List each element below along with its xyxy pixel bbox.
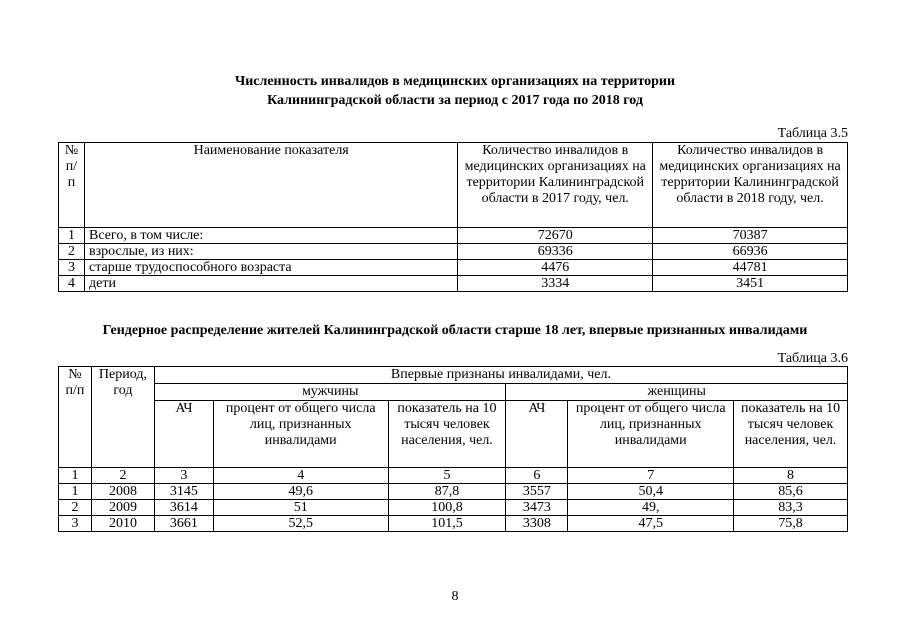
row-value-2018: 70387: [653, 228, 848, 244]
col-number: 1: [59, 468, 92, 484]
table-row: [59, 516, 848, 532]
header-men-ach: АЧ: [154, 401, 213, 468]
table-row: [59, 276, 848, 292]
row-women-percent: 49,: [568, 500, 734, 516]
header-period: Период, год: [91, 367, 154, 468]
row-year: 2009: [91, 500, 154, 516]
row-value-2017: 69336: [458, 244, 653, 260]
row-num: 2: [59, 244, 85, 260]
row-name: дети: [84, 276, 457, 292]
row-year: 2010: [91, 516, 154, 532]
row-men-rate: 101,5: [388, 516, 506, 532]
row-men-rate: 100,8: [388, 500, 506, 516]
col-number: 8: [734, 468, 848, 484]
header-count-2017: Количество инвалидов в медицинских организациях на территории Калининградской области в 2017 году, чел.: [458, 143, 653, 228]
row-men-percent: 51: [213, 500, 388, 516]
header-women-ach: АЧ: [506, 401, 568, 468]
header-men-rate: показатель на 10 тысяч человек населения, чел.: [388, 401, 506, 468]
col-number: 2: [91, 468, 154, 484]
col-number: 3: [154, 468, 213, 484]
table-header-row: [59, 367, 848, 384]
column-numbers-row: [59, 468, 848, 484]
header-count-2018: Количество инвалидов в медицинских организациях на территории Калининградской области в 2018 году, чел.: [653, 143, 848, 228]
row-value-2017: 3334: [458, 276, 653, 292]
table1-title-line2: Калининградской области за период с 2017 года по 2018 год: [267, 93, 643, 108]
row-num: 3: [59, 516, 92, 532]
row-women-rate: 85,6: [734, 484, 848, 500]
table-row: [59, 500, 848, 516]
table-row: [59, 228, 848, 244]
row-value-2018: 44781: [653, 260, 848, 276]
col-number: 6: [506, 468, 568, 484]
row-women-percent: 47,5: [568, 516, 734, 532]
header-women-rate: показатель на 10 тысяч человек населения, чел.: [734, 401, 848, 468]
header-num: № п/п: [59, 367, 92, 468]
row-value-2017: 4476: [458, 260, 653, 276]
row-num: 4: [59, 276, 85, 292]
table1-title: [60, 72, 850, 110]
row-num: 1: [59, 484, 92, 500]
row-women-ach: 3308: [506, 516, 568, 532]
header-num: № п/п: [59, 143, 85, 228]
table-row: [59, 244, 848, 260]
row-name: старше трудоспособного возраста: [84, 260, 457, 276]
row-num: 1: [59, 228, 85, 244]
row-men-percent: 49,6: [213, 484, 388, 500]
row-num: 3: [59, 260, 85, 276]
row-value-2018: 3451: [653, 276, 848, 292]
header-men-percent: процент от общего числа лиц, признанных инвалидами: [213, 401, 388, 468]
row-year: 2008: [91, 484, 154, 500]
header-first-recognized: Впервые признаны инвалидами, чел.: [154, 367, 847, 384]
table2-caption: Таблица 3.6: [777, 351, 848, 366]
header-women: женщины: [506, 384, 848, 401]
header-indicator-name: Наименование показателя: [84, 143, 457, 228]
row-num: 2: [59, 500, 92, 516]
row-name: взрослые, из них:: [84, 244, 457, 260]
table2-title: Гендерное распределение жителей Калининградской области старше 18 лет, впервые признанных инвалидами: [102, 323, 808, 338]
row-value-2018: 66936: [653, 244, 848, 260]
table-row: [59, 484, 848, 500]
row-women-ach: 3557: [506, 484, 568, 500]
page-number: 8: [451, 589, 459, 604]
table1-title-line1: Численность инвалидов в медицинских организациях на территории: [234, 74, 676, 89]
row-men-ach: 3614: [154, 500, 213, 516]
row-men-percent: 52,5: [213, 516, 388, 532]
table-header-row: [59, 401, 848, 468]
row-women-rate: 83,3: [734, 500, 848, 516]
row-name: Всего, в том числе:: [84, 228, 457, 244]
col-number: 7: [568, 468, 734, 484]
col-number: 5: [388, 468, 506, 484]
table1-caption: Таблица 3.5: [777, 126, 848, 141]
row-women-percent: 50,4: [568, 484, 734, 500]
row-men-ach: 3145: [154, 484, 213, 500]
gender-distribution-table: [58, 366, 848, 532]
row-women-ach: 3473: [506, 500, 568, 516]
row-men-ach: 3661: [154, 516, 213, 532]
table-header-row: [59, 384, 848, 401]
header-men: мужчины: [154, 384, 505, 401]
row-value-2017: 72670: [458, 228, 653, 244]
table-header-row: [59, 143, 848, 228]
col-number: 4: [213, 468, 388, 484]
disabled-count-table: [58, 142, 848, 292]
header-women-percent: процент от общего числа лиц, признанных инвалидами: [568, 401, 734, 468]
row-women-rate: 75,8: [734, 516, 848, 532]
row-men-rate: 87,8: [388, 484, 506, 500]
table-row: [59, 260, 848, 276]
